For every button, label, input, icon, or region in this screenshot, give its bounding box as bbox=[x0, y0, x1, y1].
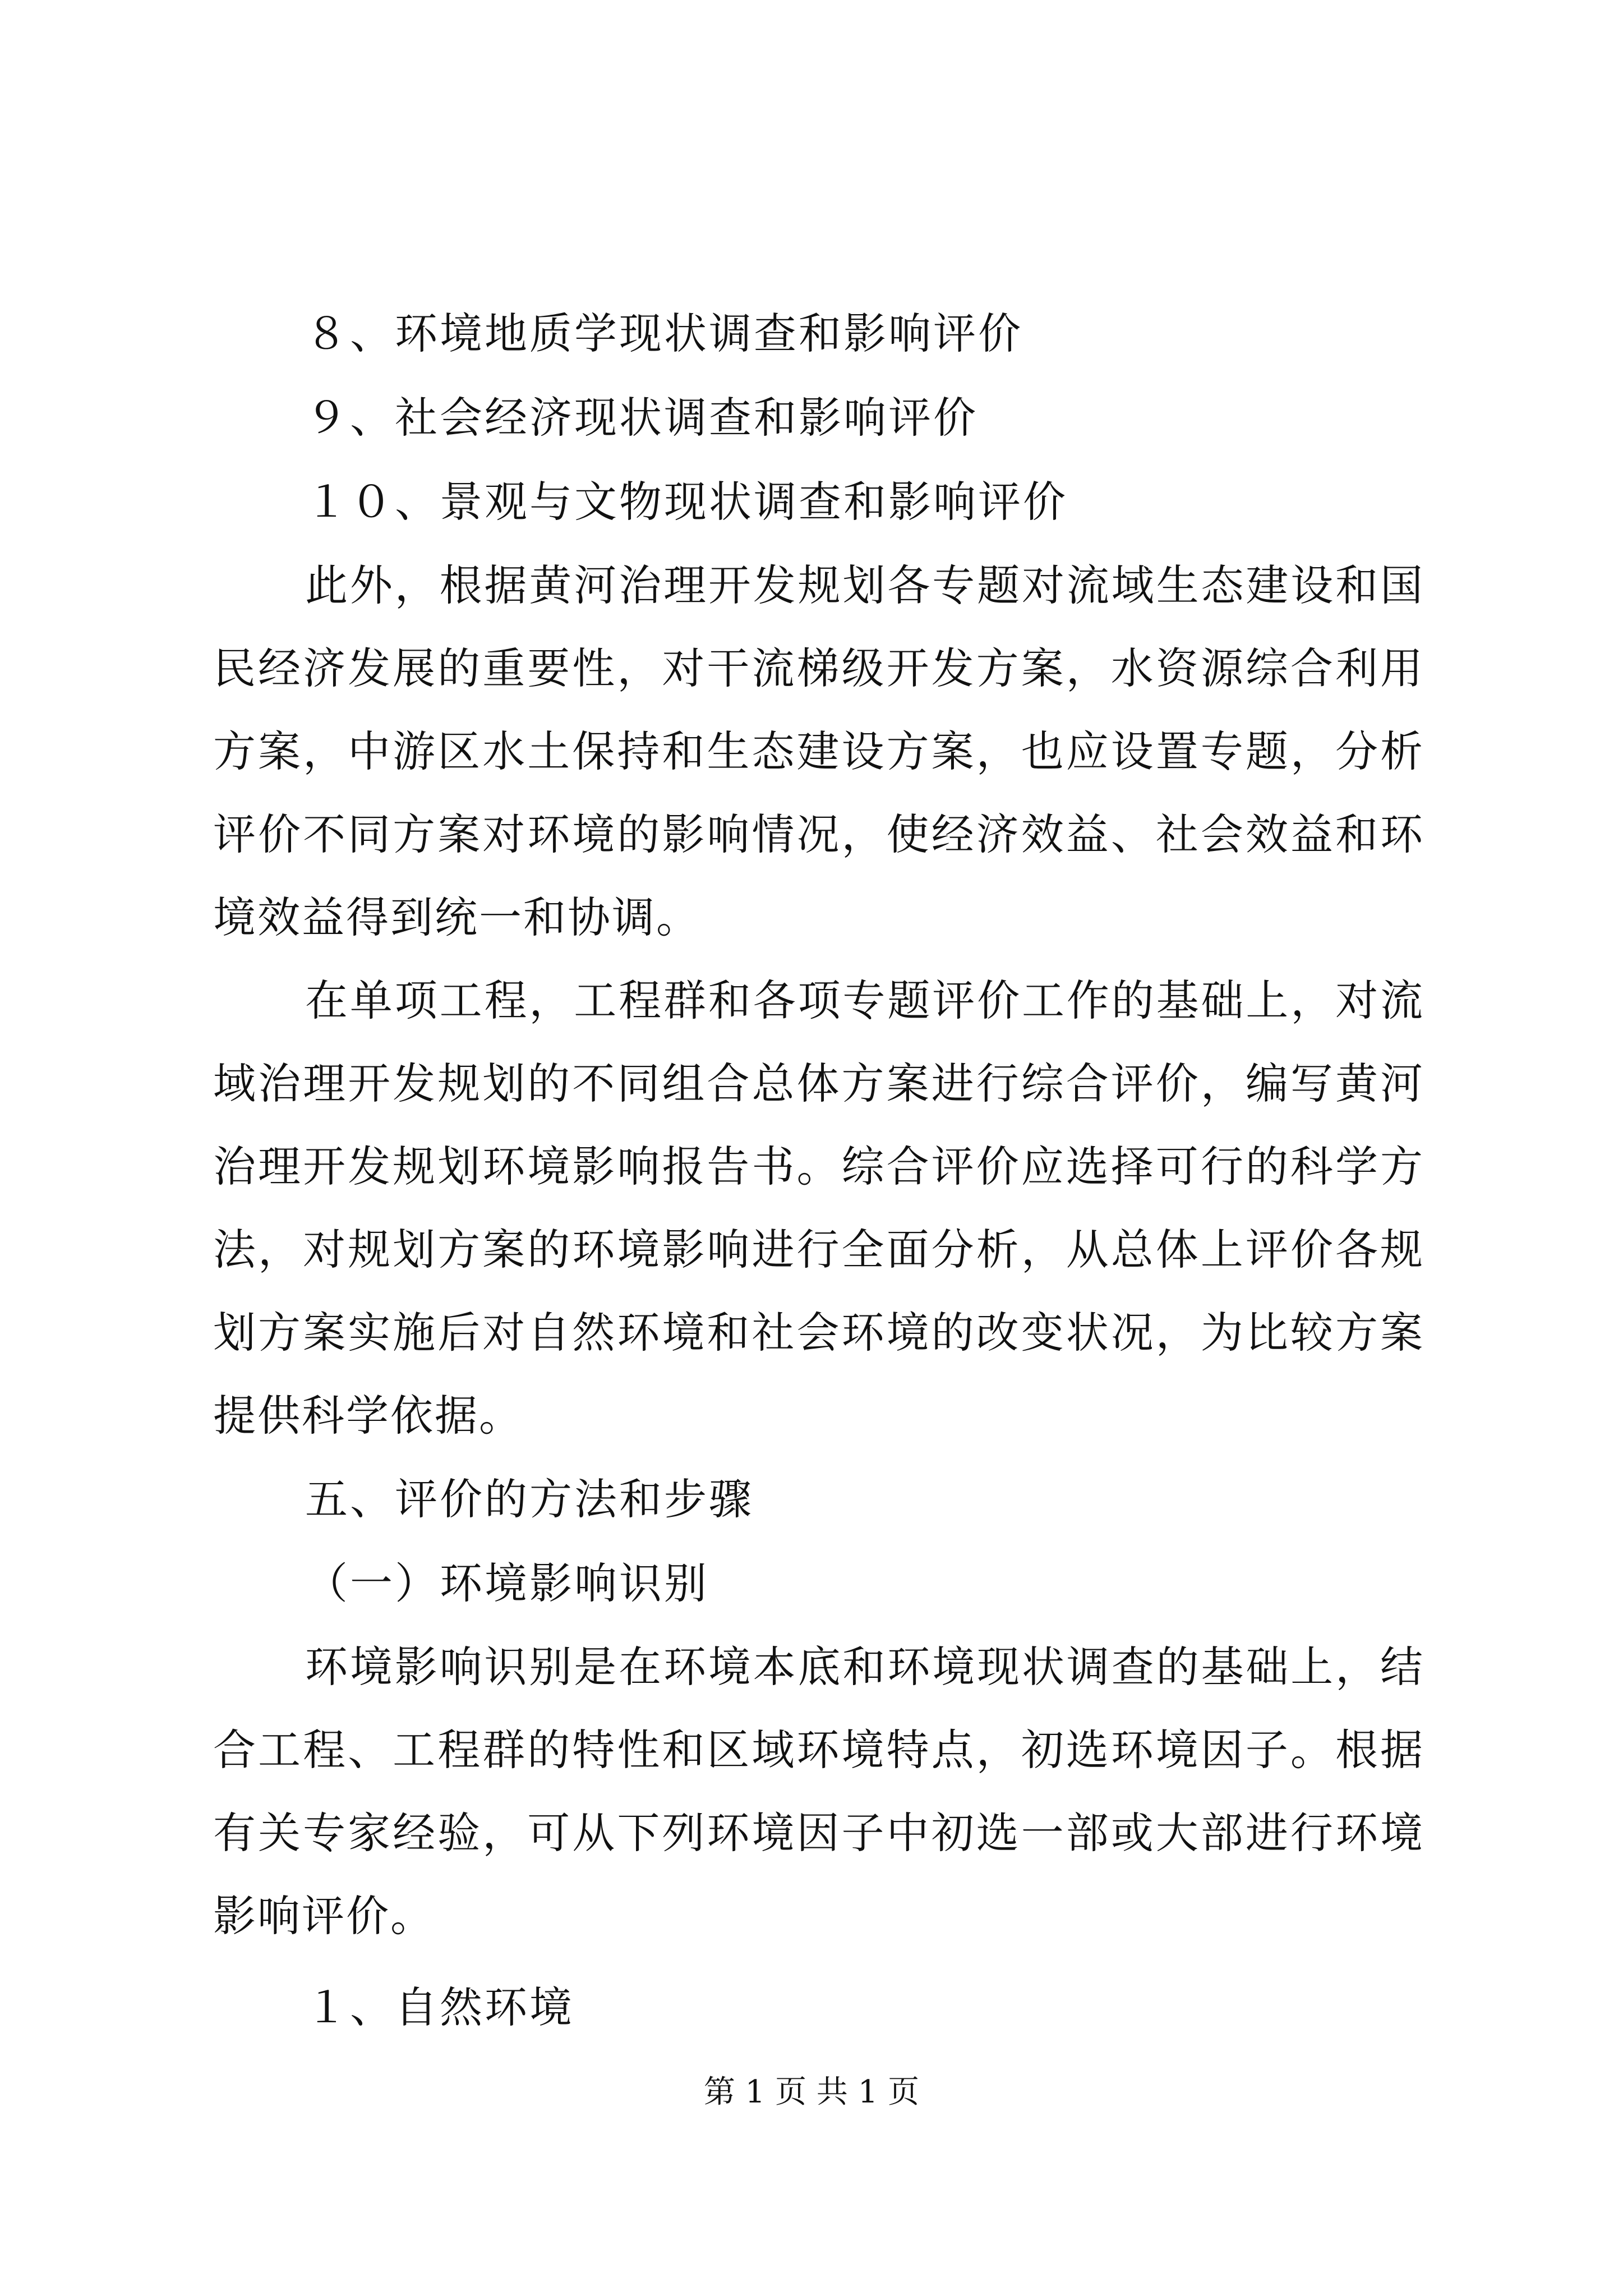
section-heading: 五、评价的方法和步骤 bbox=[305, 1474, 754, 1524]
page-footer bbox=[0, 2070, 1623, 2115]
subsection-heading: （一）环境影响识别 bbox=[305, 1558, 709, 1608]
paragraph-impact-identification: 环境影响识别是在环境本底和环境现状调查的基础上，结合工程、工程群的特性和区域环境特点，初选环境因子。根据有关专家经验，可从下列环境因子中初选一部或大部进行环境影响评价。 bbox=[213, 1642, 1424, 1941]
paragraph-special-topics: 此外，根据黄河治理开发规划各专题对流域生态建设和国民经济发展的重要性，对干流梯级开发方案，水资源综合利用方案，中游区水土保持和生态建设方案，也应设置专题，分析评价不同方案对环境的影响情况，使经济效益、社会效益和环境效益得到统一和协调。 bbox=[213, 560, 1424, 942]
list-item-10: １０、景观与文物现状调查和影响评价 bbox=[305, 477, 1068, 527]
page-number-label: 第 1 页 共 1 页 bbox=[703, 2074, 920, 2110]
list-item-8: ８、环境地质学现状调查和影响评价 bbox=[305, 309, 1023, 358]
list-item-9: ９、社会经济现状调查和影响评价 bbox=[305, 393, 978, 443]
list-item-natural-environment: １、自然环境 bbox=[305, 1982, 574, 2032]
document-body bbox=[213, 292, 1424, 2050]
paragraph-comprehensive-evaluation: 在单项工程，工程群和各项专题评价工作的基础上，对流域治理开发规划的不同组合总体方案进行综合评价，编写黄河治理开发规划环境影响报告书。综合评价应选择可行的科学方法，对规划方案的环境影响进行全面分析，从总体上评价各规划方案实施后对自然环境和社会环境的改变状况，为比较方案提供科学依据。 bbox=[213, 976, 1424, 1441]
